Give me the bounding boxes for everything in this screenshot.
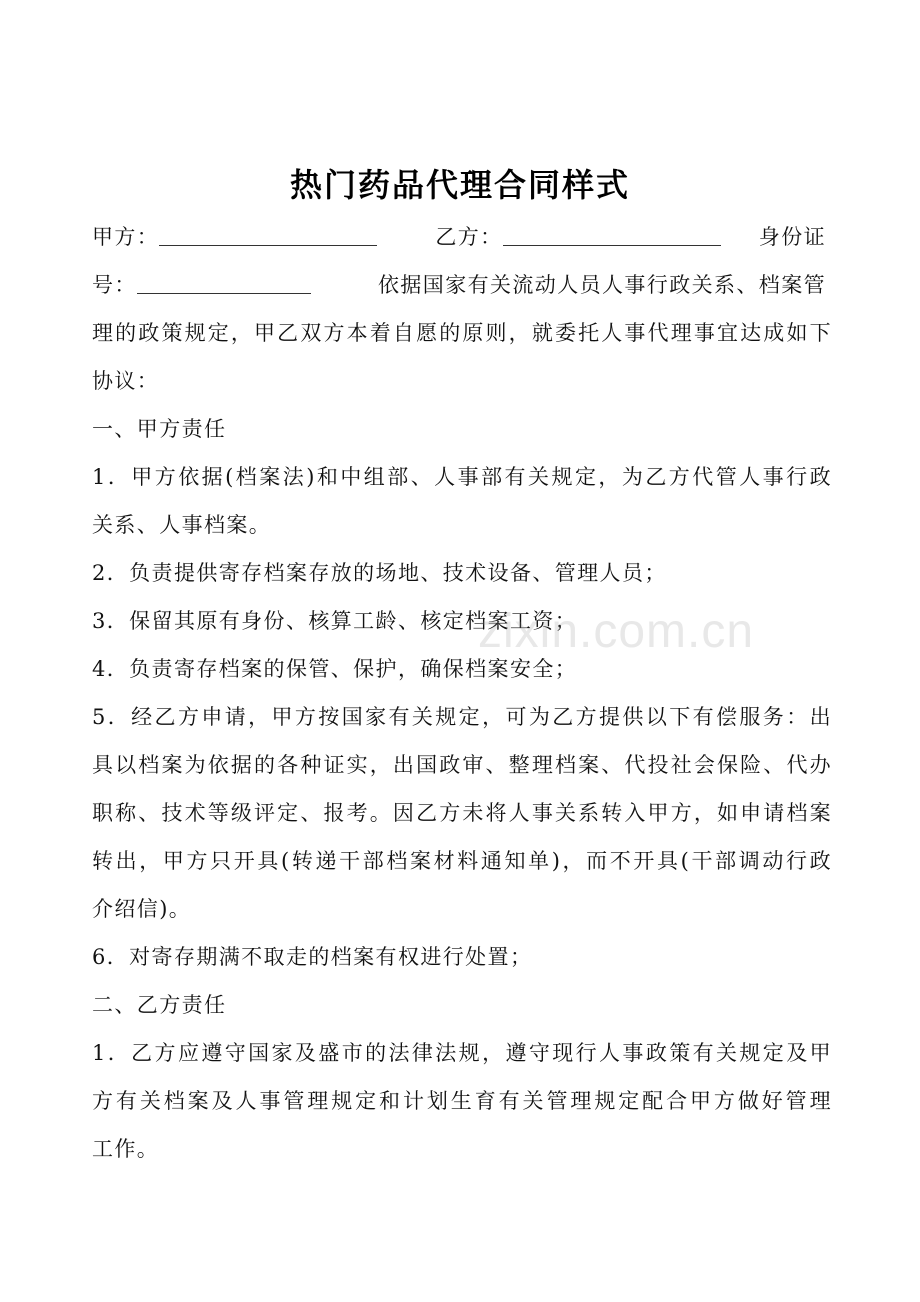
section-a-heading: 一、甲方责任: [92, 417, 227, 441]
clause-b1-line1: 1．乙方应遵守国家及盛市的法律法规，遵守现行人事政策有关规定及甲: [92, 1041, 832, 1065]
clause-a5-line2: 具以档案为依据的各种证实，出国政审、整理档案、代投社会保险、代办: [92, 753, 832, 777]
party-b-blank: [503, 225, 721, 246]
id-line: [92, 270, 832, 300]
party-line: [92, 222, 832, 252]
clause-a5-line4: 转出，甲方只开具(转递干部档案材料通知单)，而不开具(干部调动行政: [92, 849, 832, 873]
id-number-blank: [137, 273, 311, 294]
party-b-label: 乙方：: [435, 225, 503, 249]
watermark: zixin.com.cn: [478, 605, 755, 658]
clause-a2: 2．负责提供寄存档案存放的场地、技术设备、管理人员；: [92, 561, 667, 585]
id-label-part1: 身份证: [758, 225, 826, 249]
intro-part2: 理的政策规定，甲乙双方本着自愿的原则，就委托人事代理事宜达成如下: [92, 321, 832, 345]
clause-a3: 3．保留其原有身份、核算工龄、核定档案工资；: [92, 609, 578, 633]
page-title: 热门药品代理合同样式: [289, 166, 630, 204]
clause-a1-line1: 1．甲方依据(档案法)和中组部、人事部有关规定，为乙方代管人事行政: [92, 465, 832, 489]
clause-a4: 4．负责寄存档案的保管、保护，确保档案安全；: [92, 657, 578, 681]
section-b-heading: 二、乙方责任: [92, 993, 227, 1017]
clause-a5-line3: 职称、技术等级评定、报考。因乙方未将人事关系转入甲方，如申请档案: [92, 801, 832, 825]
clause-a6: 6．对寄存期满不取走的档案有权进行处置；: [92, 945, 533, 969]
clause-a5-line5: 介绍信)。: [92, 897, 192, 921]
intro-part3: 协议：: [92, 369, 160, 393]
clause-a5-line1: 5．经乙方申请，甲方按国家有关规定，可为乙方提供以下有偿服务：出: [92, 705, 832, 729]
id-label-part2: 号：: [92, 273, 137, 297]
clause-a1-line2: 关系、人事档案。: [92, 513, 272, 537]
intro-part1: 依据国家有关流动人员人事行政关系、档案管: [378, 273, 826, 297]
clause-b1-line3: 工作。: [92, 1137, 160, 1161]
party-a-blank: [159, 225, 377, 246]
clause-b1-line2: 方有关档案及人事管理规定和计划生育有关管理规定配合甲方做好管理: [92, 1089, 832, 1113]
party-a-label: 甲方：: [92, 225, 160, 249]
